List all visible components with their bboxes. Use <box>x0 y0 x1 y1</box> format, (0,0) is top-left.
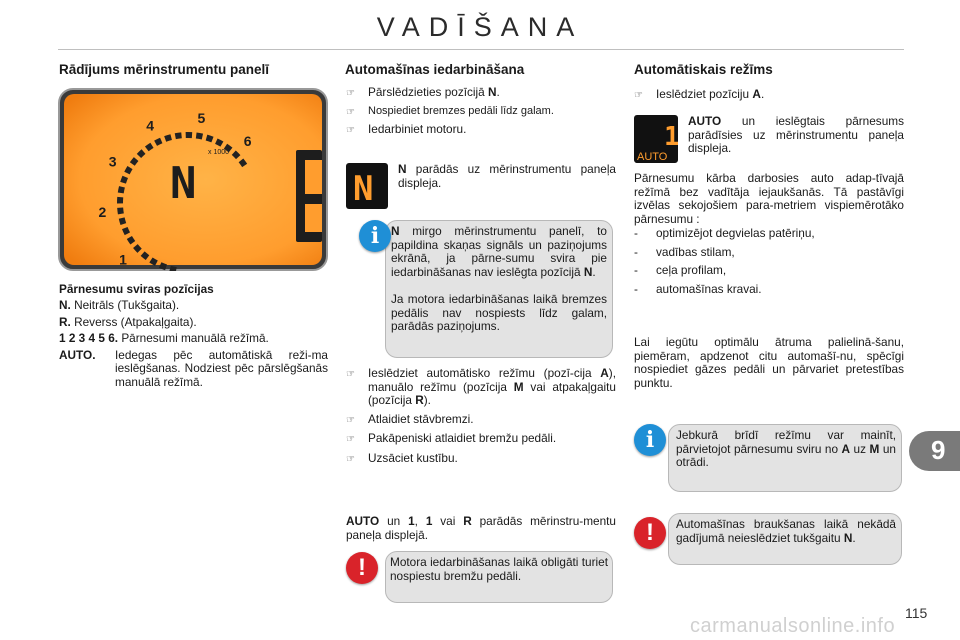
gauge-segment <box>160 265 166 267</box>
drive-step-mode: ☞ Ieslēdziet automātisko režīmu (pozī-cija A), manuālo režīmu (pozīcija M vai atpakaļgaitu (pozīcija R). <box>346 366 616 407</box>
gauge-segment <box>122 218 124 224</box>
warning-note-neutral-text: Automašīnas braukšanas laikā nekādā gadījumā neieslēdziet tukšgaitu N. <box>676 517 896 545</box>
gauge-segment <box>241 160 245 165</box>
info-icon: i <box>634 424 666 456</box>
instrument-panel-image <box>58 88 328 271</box>
gauge-label: 5 <box>197 110 206 127</box>
gauge-label: 2 <box>98 203 107 220</box>
gear-item-n: N. Neitrāls (Tukšgaita). <box>59 298 180 312</box>
gear-position-list <box>59 299 329 389</box>
drive-step-go: ☞ Uzsāciet kustību. <box>346 450 458 465</box>
svg-text:1: 1 <box>664 122 678 152</box>
gauge-segment <box>120 208 121 214</box>
watermark: carmanualsonline.info <box>690 615 896 637</box>
gauge-segment <box>216 141 222 144</box>
auto-step: ☞ Ieslēdziet pozīciju A. <box>634 87 765 101</box>
auto-para-1: Pārnesumu kārba darbosies auto adap-tīvajā režīmā bez vadītāja iejaukšanās. Tā pastāvīgi izvēlas sekojošiem para-metriem vispiemērotāko pārnesumu : <box>634 171 904 226</box>
gauge-segment <box>170 269 176 270</box>
svg-text:AUTO: AUTO <box>637 151 668 163</box>
gauge-segment <box>143 254 148 258</box>
gauge-segment <box>165 137 171 139</box>
drive-step-brake: ☞ Pakāpeniski atlaidiet bremžu pedāli. <box>346 431 557 445</box>
gauge-label: 3 <box>108 153 117 170</box>
list-item: - ceļa profilam, <box>634 263 727 277</box>
n-display-icon <box>346 163 388 209</box>
start-step-2: ☞ Nospiediet bremzes pedāli līdz galam. <box>346 104 554 118</box>
list-item: - vadības stilam, <box>634 244 735 259</box>
gauge-segment <box>125 228 128 234</box>
dash-multiplier: x 1000 <box>208 149 230 156</box>
auto-icon-text: AUTO un ieslēgtais pārnesums parādīsies uz mērinstrumentu paneļa displeja. <box>688 114 904 155</box>
list-item: - optimizējot degvielas patēriņu, <box>634 226 815 240</box>
gauge-segment <box>139 152 144 156</box>
gauge-segment <box>234 153 238 157</box>
list-item: - automašīnas kravai. <box>634 281 762 296</box>
start-step-3: ☞ Iedarbiniet motoru. <box>346 122 467 136</box>
n-display-text: N parādās uz mērinstrumentu paneļa displeja. <box>398 162 616 190</box>
gauge-label: 6 <box>243 133 252 150</box>
dash-gear-indicator: N <box>170 158 197 209</box>
section-title-auto-mode: Automātiskais režīms <box>634 62 773 77</box>
gauge-label: 1 <box>119 251 127 268</box>
gauge-segment <box>121 187 122 193</box>
gauge-segment <box>123 177 125 183</box>
gauge-segment <box>129 237 132 242</box>
info-note-text-2: Ja motora iedarbināšanas laikā bremzes pedālis nav nospiests līdz galam, parādās paziņojums. <box>391 292 607 333</box>
info-note-mode-change-text: Jebkurā brīdī režīmu var mainīt, pārvietojot pārnesumu sviru no A uz M un otrādi. <box>676 428 896 469</box>
gear-item-manual: 1 2 3 4 5 6. Pārnesumi manuālā režīmā. <box>59 331 269 345</box>
gauge-segment <box>127 168 130 174</box>
info-note-text: N mirgo mērinstrumentu panelī, to papildina skaņas signāls un paziņojums ekrānā, ja pārne-sumu svira pie iedarbināšanas nav ieslēgta pozīcijā N. <box>391 224 607 279</box>
gauge-segment <box>132 159 136 164</box>
gear-positions-subtitle: Pārnesumu sviras pozīcijas <box>59 282 214 296</box>
warning-icon: ! <box>634 517 666 549</box>
info-icon: i <box>359 220 391 252</box>
svg-text:N: N <box>353 169 374 209</box>
gauge-segment <box>151 260 156 263</box>
gauge-segment <box>175 135 181 136</box>
section-title-starting: Automašīnas iedarbināšana <box>345 62 525 77</box>
gauge-segment <box>147 145 152 149</box>
gear-item-auto: AUTO. Iedegas pēc automātiskā reži-ma ieslēgšanas. Nodziest pēc pārslēgšanās manuālā režīmā. <box>59 347 328 389</box>
auto-display-icon <box>634 115 678 163</box>
gear-item-r: R. Reverss (Atpakaļgaita). <box>59 314 197 329</box>
drive-step-parkbrake: ☞ Atlaidiet stāvbremzi. <box>346 411 474 426</box>
gauge-segment <box>135 246 139 251</box>
warning-note-brake-text: Motora iedarbināšanas laikā obligāti turiet nospiestu bremžu pedāli. <box>390 555 608 583</box>
chapter-tab[interactable]: 9 <box>909 431 960 471</box>
header-divider <box>58 49 904 50</box>
start-steps-list <box>346 86 616 138</box>
auto-display-text: AUTO un 1, 1 vai R parādās mērinstru-mentu paneļa displejā. <box>346 514 616 542</box>
page-number: 115 <box>905 605 928 621</box>
gauge-segment <box>156 140 162 143</box>
gauge-segment <box>206 138 212 140</box>
auto-param-list <box>634 227 904 296</box>
page-title: VADĪŠANA <box>376 12 584 42</box>
gauge-label: 4 <box>146 117 155 134</box>
warning-icon: ! <box>346 552 378 584</box>
start-step-1: ☞ Pārslēdzieties pozīcijā N. <box>346 85 500 99</box>
section-title-display: Rādījums mērinstrumentu panelī <box>59 62 270 77</box>
drive-steps-list <box>346 367 616 466</box>
auto-para-2: Lai iegūtu optimālu ātruma palielinā-šanu, piemēram, apdzenot citu automašī-nu, spēcīgi nospiediet gāzes pedāli un pārvariet pretestības punktu. <box>634 335 904 390</box>
gauge-segment <box>196 135 202 136</box>
